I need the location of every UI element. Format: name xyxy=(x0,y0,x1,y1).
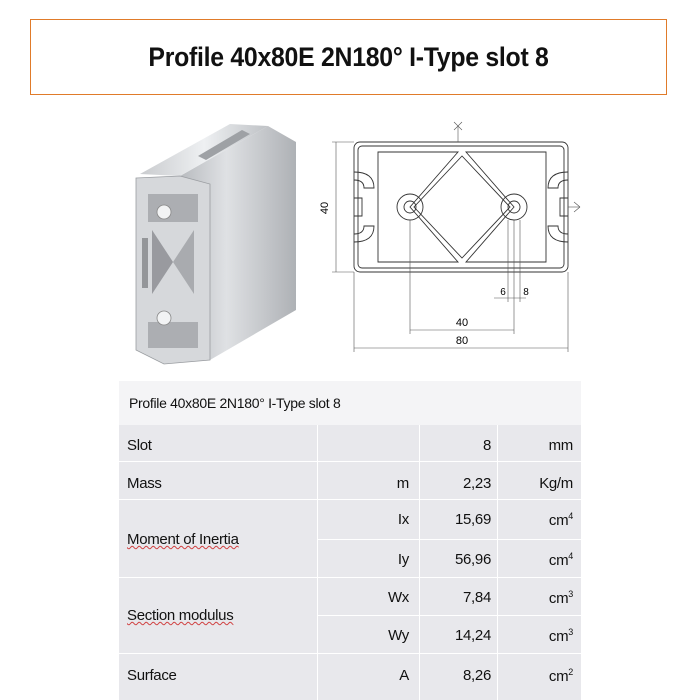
row-iy-symbol: Iy xyxy=(397,551,409,568)
row-wx-unit: $cm^3$ xyxy=(548,589,573,607)
row-slot-label: Slot xyxy=(127,437,152,454)
row-wx-symbol: Wx xyxy=(387,589,409,606)
dim-half-label: 40 xyxy=(455,317,469,329)
dim-height-label: 40 xyxy=(319,201,331,215)
row-slot-value: 8 xyxy=(482,437,491,454)
row-surface-symbol: A xyxy=(399,667,409,684)
row-mass-symbol: m xyxy=(396,475,409,492)
row-mass-value: 2,23 xyxy=(463,475,491,492)
row-wy-value: 14,24 xyxy=(454,627,491,644)
dim-slot-a-label: 6 xyxy=(500,287,506,298)
row-slot-unit: mm xyxy=(548,437,573,454)
dim-slot-b-label: 8 xyxy=(523,287,529,298)
row-surface-unit: $cm^2$ xyxy=(548,667,573,685)
row-wy-symbol: Wy xyxy=(388,627,409,644)
page-title: Profile 40x80E 2N180° I-Type slot 8 xyxy=(148,41,549,72)
row-surface-label: Surface xyxy=(127,667,177,684)
row-wy-unit: $cm^3$ xyxy=(548,627,573,645)
row-inertia-label: Moment of Inertia xyxy=(127,531,239,548)
row-ix-unit: $cm^4$ xyxy=(548,511,573,529)
row-ix-symbol: Ix xyxy=(397,511,409,528)
row-iy-unit: $cm^4$ xyxy=(548,551,573,569)
row-section-modulus-label: Section modulus xyxy=(127,607,234,624)
row-mass-label: Mass xyxy=(127,475,162,492)
title-box xyxy=(30,19,667,95)
profile-render-image xyxy=(118,112,318,372)
row-surface-value: 8,26 xyxy=(463,667,491,684)
row-mass-unit: Kg/m xyxy=(539,475,573,492)
spec-table xyxy=(119,381,581,700)
profile-cross-section-drawing xyxy=(318,112,598,362)
spec-table-header: Profile 40x80E 2N180° I-Type slot 8 xyxy=(119,381,581,425)
dim-width-label: 80 xyxy=(455,335,469,347)
row-iy-value: 56,96 xyxy=(454,551,491,568)
row-wx-value: 7,84 xyxy=(463,589,491,606)
row-ix-value: 15,69 xyxy=(454,511,491,528)
